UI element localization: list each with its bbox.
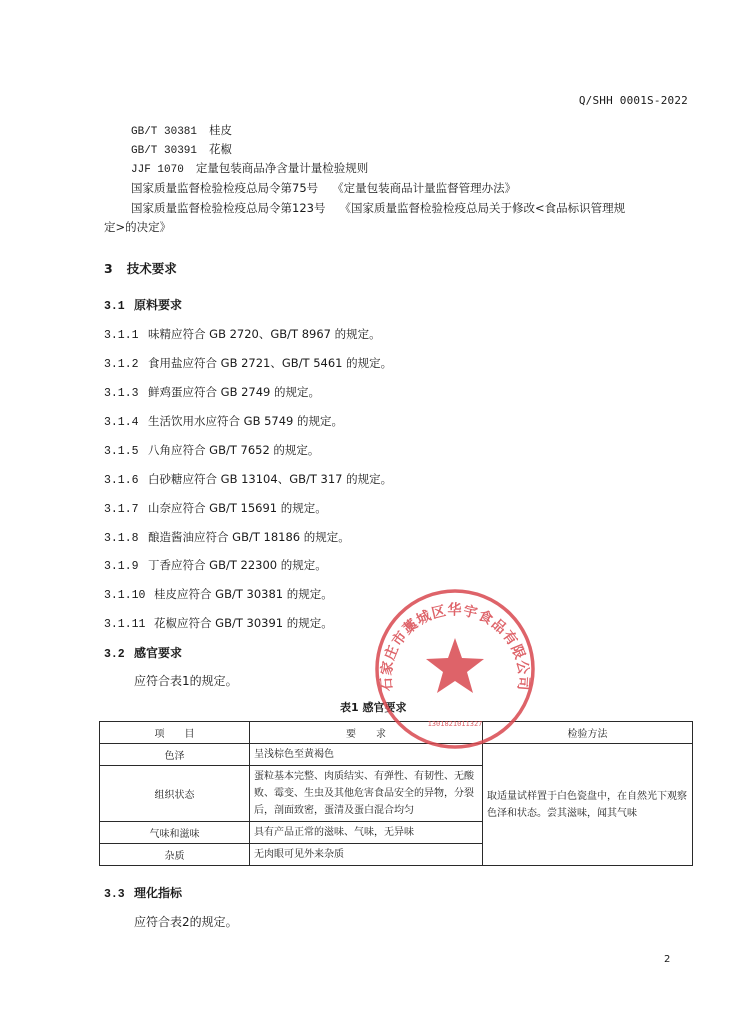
subsection-number: 3.2: [104, 648, 125, 661]
requirement-number: 3.1.8: [104, 532, 139, 545]
requirement-text: 山奈应符合 GB/T 15691 的规定。: [148, 501, 327, 515]
requirement-number: 3.1.11: [104, 618, 146, 631]
table-cell-requirement: 无肉眼可见外来杂质: [250, 844, 483, 866]
table-header-row: [100, 722, 693, 744]
requirement-item: [104, 471, 392, 487]
paragraph: 应符合表2的规定。: [134, 915, 238, 929]
requirement-number: 3.1.4: [104, 416, 139, 429]
reference-name: 花椒: [209, 142, 233, 156]
reference-code: JJF 1070: [131, 164, 184, 176]
table-cell-method: 取适量试样置于白色瓷盘中，在自然光下观察色泽和状态。尝其滋味，闻其气味: [483, 744, 693, 866]
subsection-number: 3.3: [104, 888, 125, 901]
requirement-item: [104, 500, 327, 516]
requirement-text: 味精应符合 GB 2720、GB/T 8967 的规定。: [148, 327, 381, 341]
subsection-heading: [104, 644, 182, 661]
section-title: 技术要求: [126, 261, 177, 276]
requirement-number: 3.1.7: [104, 503, 139, 516]
subsection-title: 感官要求: [134, 646, 183, 660]
section-number: 3: [104, 261, 113, 276]
requirement-item: [104, 384, 320, 400]
requirement-text: 花椒应符合 GB/T 30391 的规定。: [154, 616, 333, 630]
reference-item: [131, 122, 232, 138]
reference-item: [131, 180, 516, 196]
reference-name: 定量包装商品净含量计量检验规则: [195, 161, 369, 175]
requirement-text: 八角应符合 GB/T 7652 的规定。: [148, 443, 320, 457]
requirement-text: 酿造酱油应符合 GB/T 18186 的规定。: [148, 530, 350, 544]
section-heading: [104, 259, 177, 277]
reference-name: 《定量包装商品计量监督管理办法》: [332, 181, 517, 195]
requirement-number: 3.1.10: [104, 589, 146, 602]
reference-name: 桂皮: [209, 123, 233, 137]
table-header: 项 目: [100, 722, 250, 744]
table-cell-requirement: 蛋粒基本完整、肉质结实、有弹性、有韧性、无酸败、霉变、生虫及其他危害食品安全的异物，分裂后，剖面致密，蛋清及蛋白混合均匀: [250, 766, 483, 822]
table-cell-item: 组织状态: [100, 766, 250, 822]
requirement-number: 3.1.1: [104, 329, 139, 342]
table-cell-requirement: 具有产品正常的滋味、气味，无异味: [250, 822, 483, 844]
requirement-number: 3.1.3: [104, 387, 139, 400]
reference-item: [131, 160, 368, 176]
requirement-text: 白砂糖应符合 GB 13104、GB/T 317 的规定。: [148, 472, 393, 486]
requirement-number: 3.1.5: [104, 445, 139, 458]
requirement-item: [104, 529, 350, 545]
requirement-number: 3.1.2: [104, 358, 139, 371]
table-header: 检验方法: [483, 722, 693, 744]
reference-continuation: 定>的决定》: [104, 220, 172, 234]
requirement-text: 食用盐应符合 GB 2721、GB/T 5461 的规定。: [148, 356, 393, 370]
subsection-heading: [104, 884, 182, 901]
requirement-item: [104, 355, 392, 371]
seal-text: 石家庄市藁城区华宇食品有限公司: [378, 602, 532, 692]
requirement-item: [104, 557, 327, 573]
reference-code: 国家质量监督检验检疫总局令第123号: [131, 201, 326, 215]
reference-item: [131, 200, 625, 216]
table-cell-item: 气味和滋味: [100, 822, 250, 844]
reference-code: GB/T 30391: [131, 145, 198, 157]
reference-name: 《国家质量监督检验检疫总局关于修改<食品标识管理规: [339, 201, 626, 215]
requirement-item: [104, 615, 333, 631]
requirement-item: [104, 442, 319, 458]
reference-code: GB/T 30381: [131, 126, 198, 138]
subsection-heading: [104, 296, 182, 313]
table-cell-requirement: 呈浅棕色至黄褐色: [250, 744, 483, 766]
requirement-item: [104, 413, 343, 429]
document-code: Q/SHH 0001S-2022: [578, 94, 688, 107]
paragraph: 应符合表1的规定。: [134, 674, 238, 688]
requirement-number: 3.1.9: [104, 560, 139, 573]
sensory-requirements-table: [99, 721, 693, 866]
requirement-text: 生活饮用水应符合 GB 5749 的规定。: [148, 414, 344, 428]
table-row: [100, 744, 693, 766]
reference-code: 国家质量监督检验检疫总局令第75号: [131, 181, 319, 195]
requirement-text: 桂皮应符合 GB/T 30381 的规定。: [154, 587, 333, 601]
subsection-title: 原料要求: [134, 298, 183, 312]
table-header: 要 求: [250, 722, 483, 744]
table-cell-item: 色泽: [100, 744, 250, 766]
subsection-number: 3.1: [104, 300, 125, 313]
requirement-text: 丁香应符合 GB/T 22300 的规定。: [148, 558, 327, 572]
requirement-item: [104, 586, 333, 602]
table-cell-item: 杂质: [100, 844, 250, 866]
requirement-number: 3.1.6: [104, 474, 139, 487]
subsection-title: 理化指标: [134, 886, 183, 900]
seal-star-icon: [426, 638, 484, 693]
requirement-item: [104, 326, 381, 342]
table-caption: 表1 感官要求: [340, 701, 407, 714]
reference-item: [131, 141, 232, 157]
seal-serial: 1301821011327: [427, 720, 483, 728]
requirement-text: 鲜鸡蛋应符合 GB 2749 的规定。: [148, 385, 321, 399]
page-number: 2: [664, 954, 671, 965]
